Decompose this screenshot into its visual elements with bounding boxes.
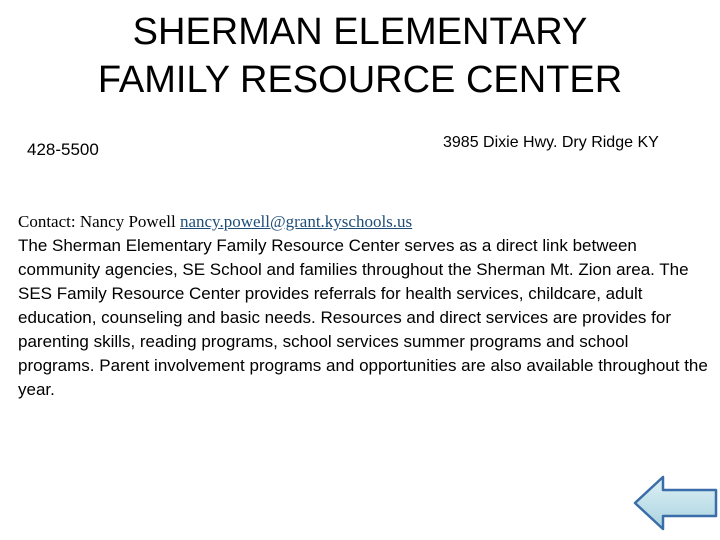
address: 3985 Dixie Hwy. Dry Ridge KY — [443, 134, 659, 151]
contact-label: Contact: Nancy Powell — [18, 212, 176, 231]
back-button[interactable] — [633, 474, 719, 532]
title-line-1: SHERMAN ELEMENTARY — [132, 11, 588, 53]
description-text: The Sherman Elementary Family Resource Center serves as a direct link between community agencies, SE School and families throughout the Sherman Mt. Zion area. The SES Family Resource Center provides referrals for health services, childcare, adult education, counseling and basic needs. Resources and direct services are provides for parenting skills, reading programs, school services summer programs and school programs. Parent involvement programs and opportunities are also available throughout the year. — [18, 236, 708, 399]
phone-number: 428-5500 — [27, 140, 99, 159]
left-arrow-icon — [633, 474, 719, 532]
page-title — [0, 8, 720, 104]
content-block — [18, 210, 708, 402]
contact-line — [18, 210, 708, 234]
title-line-2: FAMILY RESOURCE CENTER — [97, 59, 623, 101]
contact-email-link[interactable]: nancy.powell@grant.kyschools.us — [179, 212, 413, 231]
